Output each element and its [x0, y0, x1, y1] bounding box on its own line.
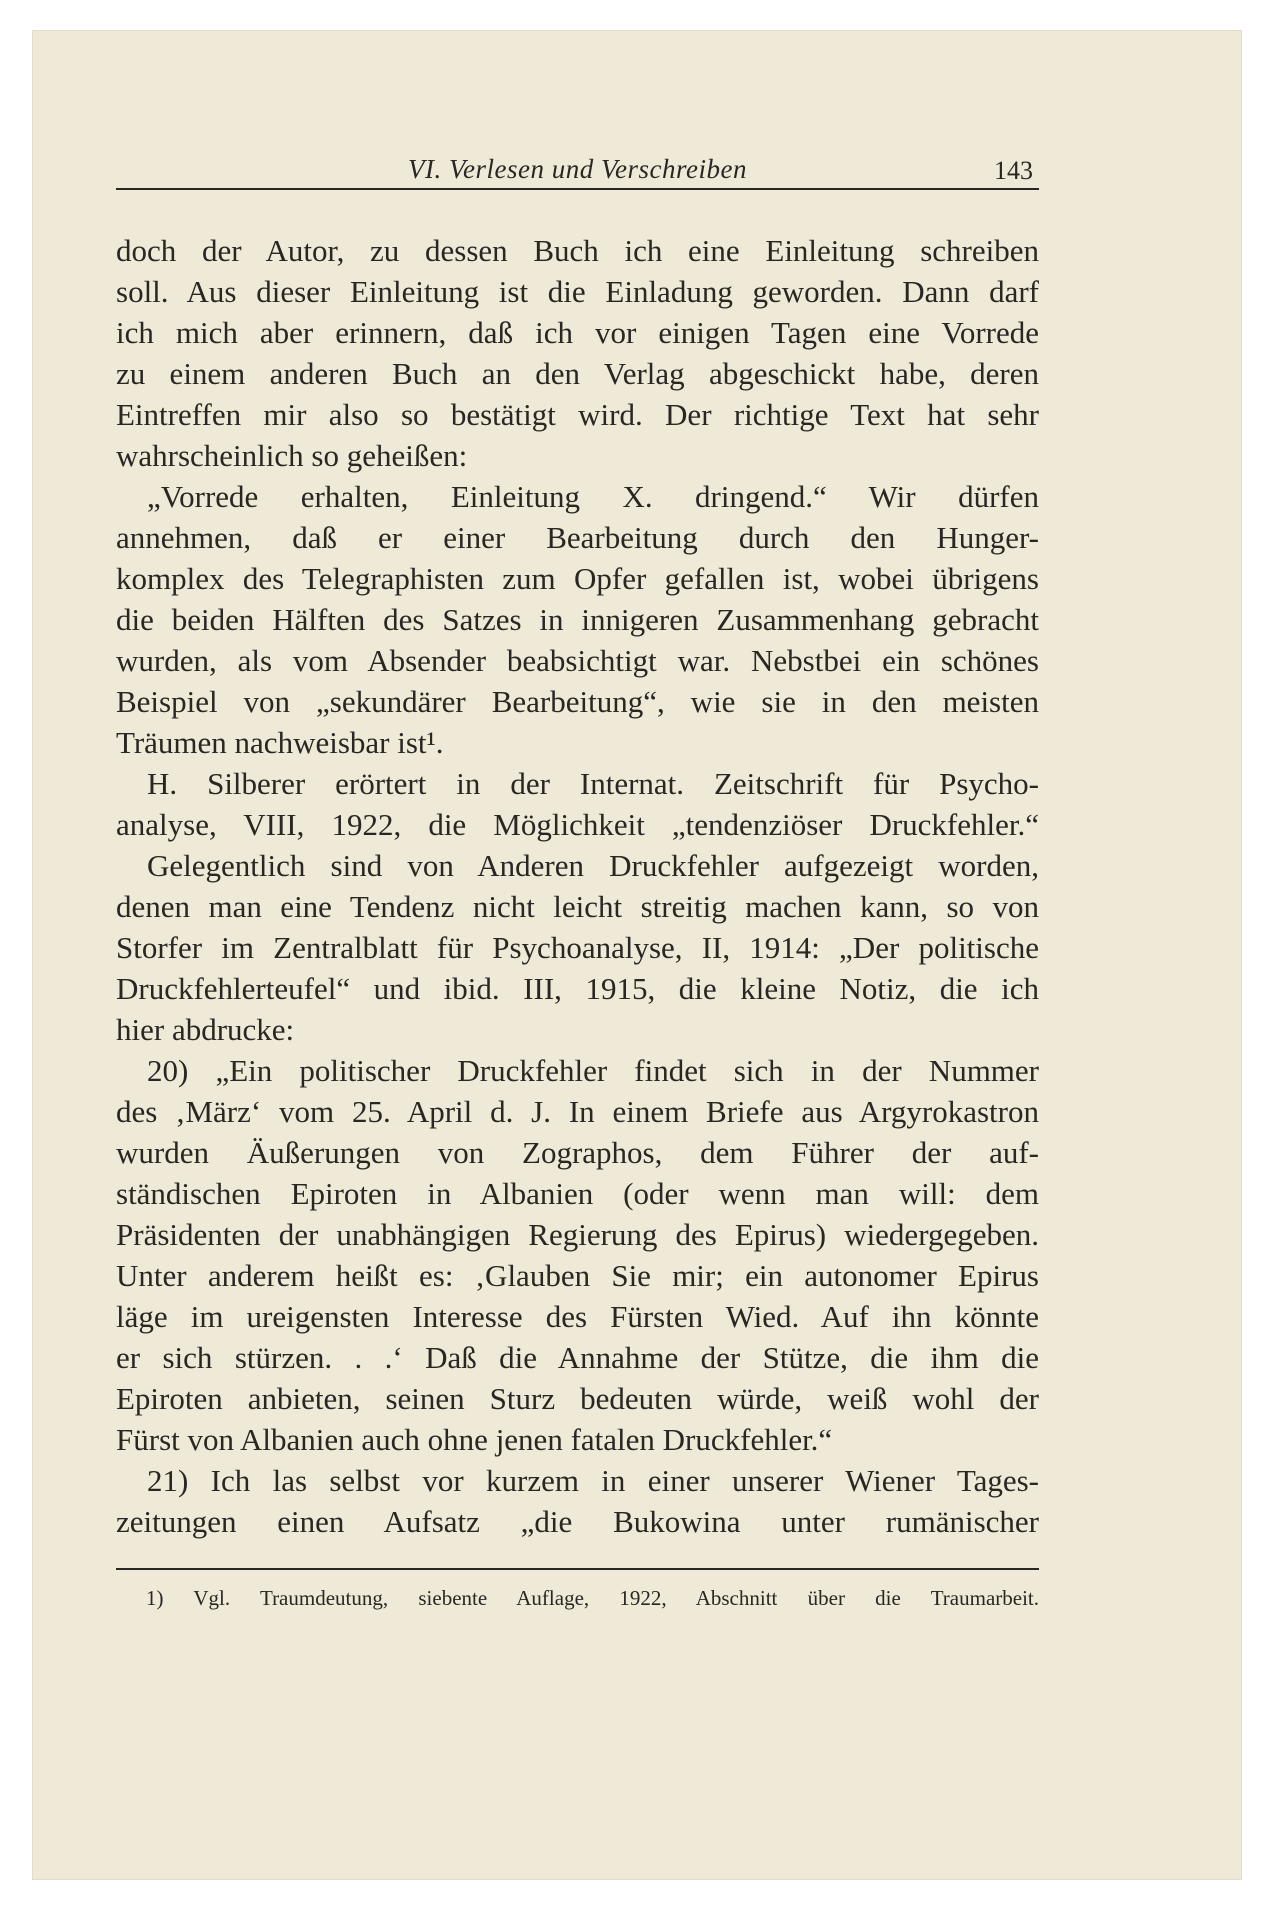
text-line: annehmen, daß er einer Bearbeitung durch den Hunger-: [116, 520, 1039, 555]
text-line: H. Silberer erörtert in der Internat. Zeitschrift für Psycho-: [147, 766, 1039, 801]
text-line: die beiden Hälften des Satzes in innigeren Zusammenhang gebracht: [116, 602, 1039, 637]
footnote: 1) Vgl. Traumdeutung, siebente Auflage, 1922, Abschnitt über die Traumarbeit.: [146, 1586, 1039, 1610]
text-line: Eintreffen mir also so bestätigt wird. Der richtige Text hat sehr: [116, 397, 1039, 432]
text-line: ich mich aber erinnern, daß ich vor einigen Tagen eine Vorrede: [116, 315, 1039, 350]
text-line: hier abdrucke:: [116, 1012, 295, 1047]
page-header: [116, 148, 1039, 190]
page-number: 143: [994, 156, 1033, 185]
text-line: läge im ureigensten Interesse des Fürsten Wied. Auf ihn könnte: [116, 1299, 1039, 1334]
text-line: Storfer im Zentralblatt für Psychoanalyse, II, 1914: „Der politische: [116, 930, 1039, 965]
running-head: VI. Verlesen und Verschreiben: [408, 154, 747, 184]
text-line: Beispiel von „sekundärer Bearbeitung“, wie sie in den meisten: [116, 684, 1039, 719]
text-line: wurden, als vom Absender beabsichtigt war. Nebstbei ein schönes: [116, 643, 1039, 678]
text-line: Epiroten anbieten, seinen Sturz bedeuten würde, weiß wohl der: [116, 1381, 1039, 1416]
text-line: wahrscheinlich so geheißen:: [116, 438, 468, 473]
text-line: soll. Aus dieser Einleitung ist die Einladung geworden. Dann darf: [116, 274, 1039, 309]
text-line: doch der Autor, zu dessen Buch ich eine Einleitung schreiben: [116, 233, 1039, 268]
text-line: des ‚März‘ vom 25. April d. J. In einem Briefe aus Argyrokastron: [116, 1094, 1039, 1129]
text-line: ständischen Epiroten in Albanien (oder wenn man will: dem: [116, 1176, 1039, 1211]
text-line: Präsidenten der unabhängigen Regierung des Epirus) wiedergegeben.: [116, 1217, 1039, 1252]
body-text: [116, 230, 1039, 1542]
text-line: Unter anderem heißt es: ‚Glauben Sie mir; ein autonomer Epirus: [116, 1258, 1039, 1293]
text-line: 20) „Ein politischer Druckfehler findet sich in der Nummer: [147, 1053, 1039, 1088]
text-line: „Vorrede erhalten, Einleitung X. dringend.“ Wir dürfen: [147, 479, 1039, 514]
text-line: wurden Äußerungen von Zographos, dem Führer der auf-: [116, 1135, 1039, 1170]
text-line: er sich stürzen. . .‘ Daß die Annahme der Stütze, die ihm die: [116, 1340, 1039, 1375]
text-line: analyse, VIII, 1922, die Möglichkeit „tendenziöser Druckfehler.“: [116, 807, 1039, 842]
text-line: Gelegentlich sind von Anderen Druckfehler aufgezeigt worden,: [147, 848, 1039, 883]
text-line: Träumen nachweisbar ist¹.: [116, 725, 444, 760]
text-line: zu einem anderen Buch an den Verlag abgeschickt habe, deren: [116, 356, 1039, 391]
text-line: Fürst von Albanien auch ohne jenen fatalen Druckfehler.“: [116, 1422, 833, 1457]
text-line: 21) Ich las selbst vor kurzem in einer unserer Wiener Tages-: [147, 1463, 1039, 1498]
text-line: zeitungen einen Aufsatz „die Bukowina unter rumänischer: [116, 1504, 1039, 1539]
footnote-divider: [116, 1568, 1039, 1570]
text-line: komplex des Telegraphisten zum Opfer gefallen ist, wobei übrigens: [116, 561, 1039, 596]
text-line: denen man eine Tendenz nicht leicht streitig machen kann, so von: [116, 889, 1039, 924]
text-line: Druckfehlerteufel“ und ibid. III, 1915, die kleine Notiz, die ich: [116, 971, 1039, 1006]
